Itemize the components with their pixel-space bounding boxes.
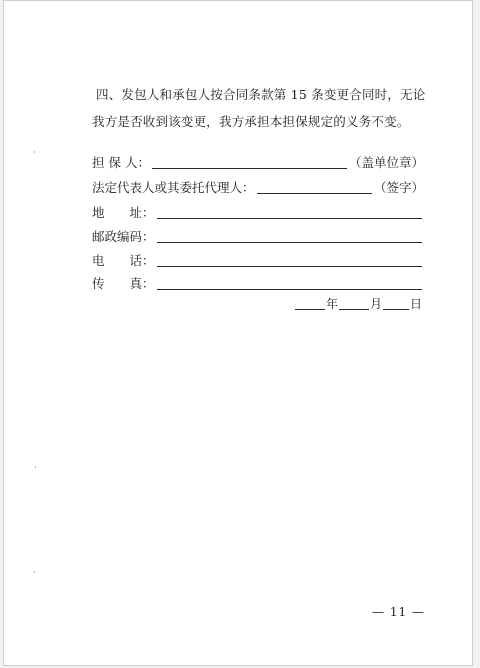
phone-row	[92, 251, 424, 269]
day-label: 日	[410, 297, 423, 311]
document-page	[3, 0, 473, 666]
address-label: 地 址：	[92, 205, 155, 220]
postal-code-input-line[interactable]	[157, 229, 422, 243]
page-number: — 11 —	[372, 605, 425, 619]
guarantor-seal-note: （盖单位章）	[348, 155, 424, 170]
fax-label: 传 真：	[92, 276, 155, 291]
address-input-line[interactable]	[157, 205, 422, 219]
month-input-line[interactable]	[339, 297, 369, 310]
guarantor-input-line[interactable]	[152, 155, 347, 169]
clause-line-2: 我方是否收到该变更，我方承担本担保规定的义务不变。	[92, 114, 410, 129]
clause-line-1: 四、发包人和承包人按合同条款第 15 条变更合同时，无论	[96, 87, 426, 102]
day-input-line[interactable]	[383, 297, 409, 310]
guarantee-clause-paragraph	[92, 81, 432, 135]
fax-row	[92, 274, 424, 292]
year-label: 年	[326, 297, 339, 311]
phone-input-line[interactable]	[157, 253, 422, 267]
guarantor-row	[92, 153, 424, 171]
legal-representative-input-line[interactable]	[257, 180, 372, 194]
date-row	[294, 295, 422, 312]
year-input-line[interactable]	[295, 297, 325, 310]
phone-label: 电 话：	[92, 253, 155, 268]
legal-representative-sign-note: （签字）	[373, 180, 424, 195]
address-row	[92, 203, 424, 221]
scan-speck	[34, 571, 35, 573]
scan-speck	[34, 151, 35, 153]
fax-input-line[interactable]	[157, 276, 422, 290]
month-label: 月	[370, 297, 383, 311]
postal-code-row	[92, 227, 424, 245]
postal-code-label: 邮政编码：	[92, 229, 155, 244]
legal-representative-label: 法定代表人或其委托代理人：	[92, 180, 255, 195]
legal-representative-row	[92, 178, 424, 196]
scan-speck	[35, 466, 36, 468]
guarantor-label: 担 保 人：	[92, 155, 150, 170]
